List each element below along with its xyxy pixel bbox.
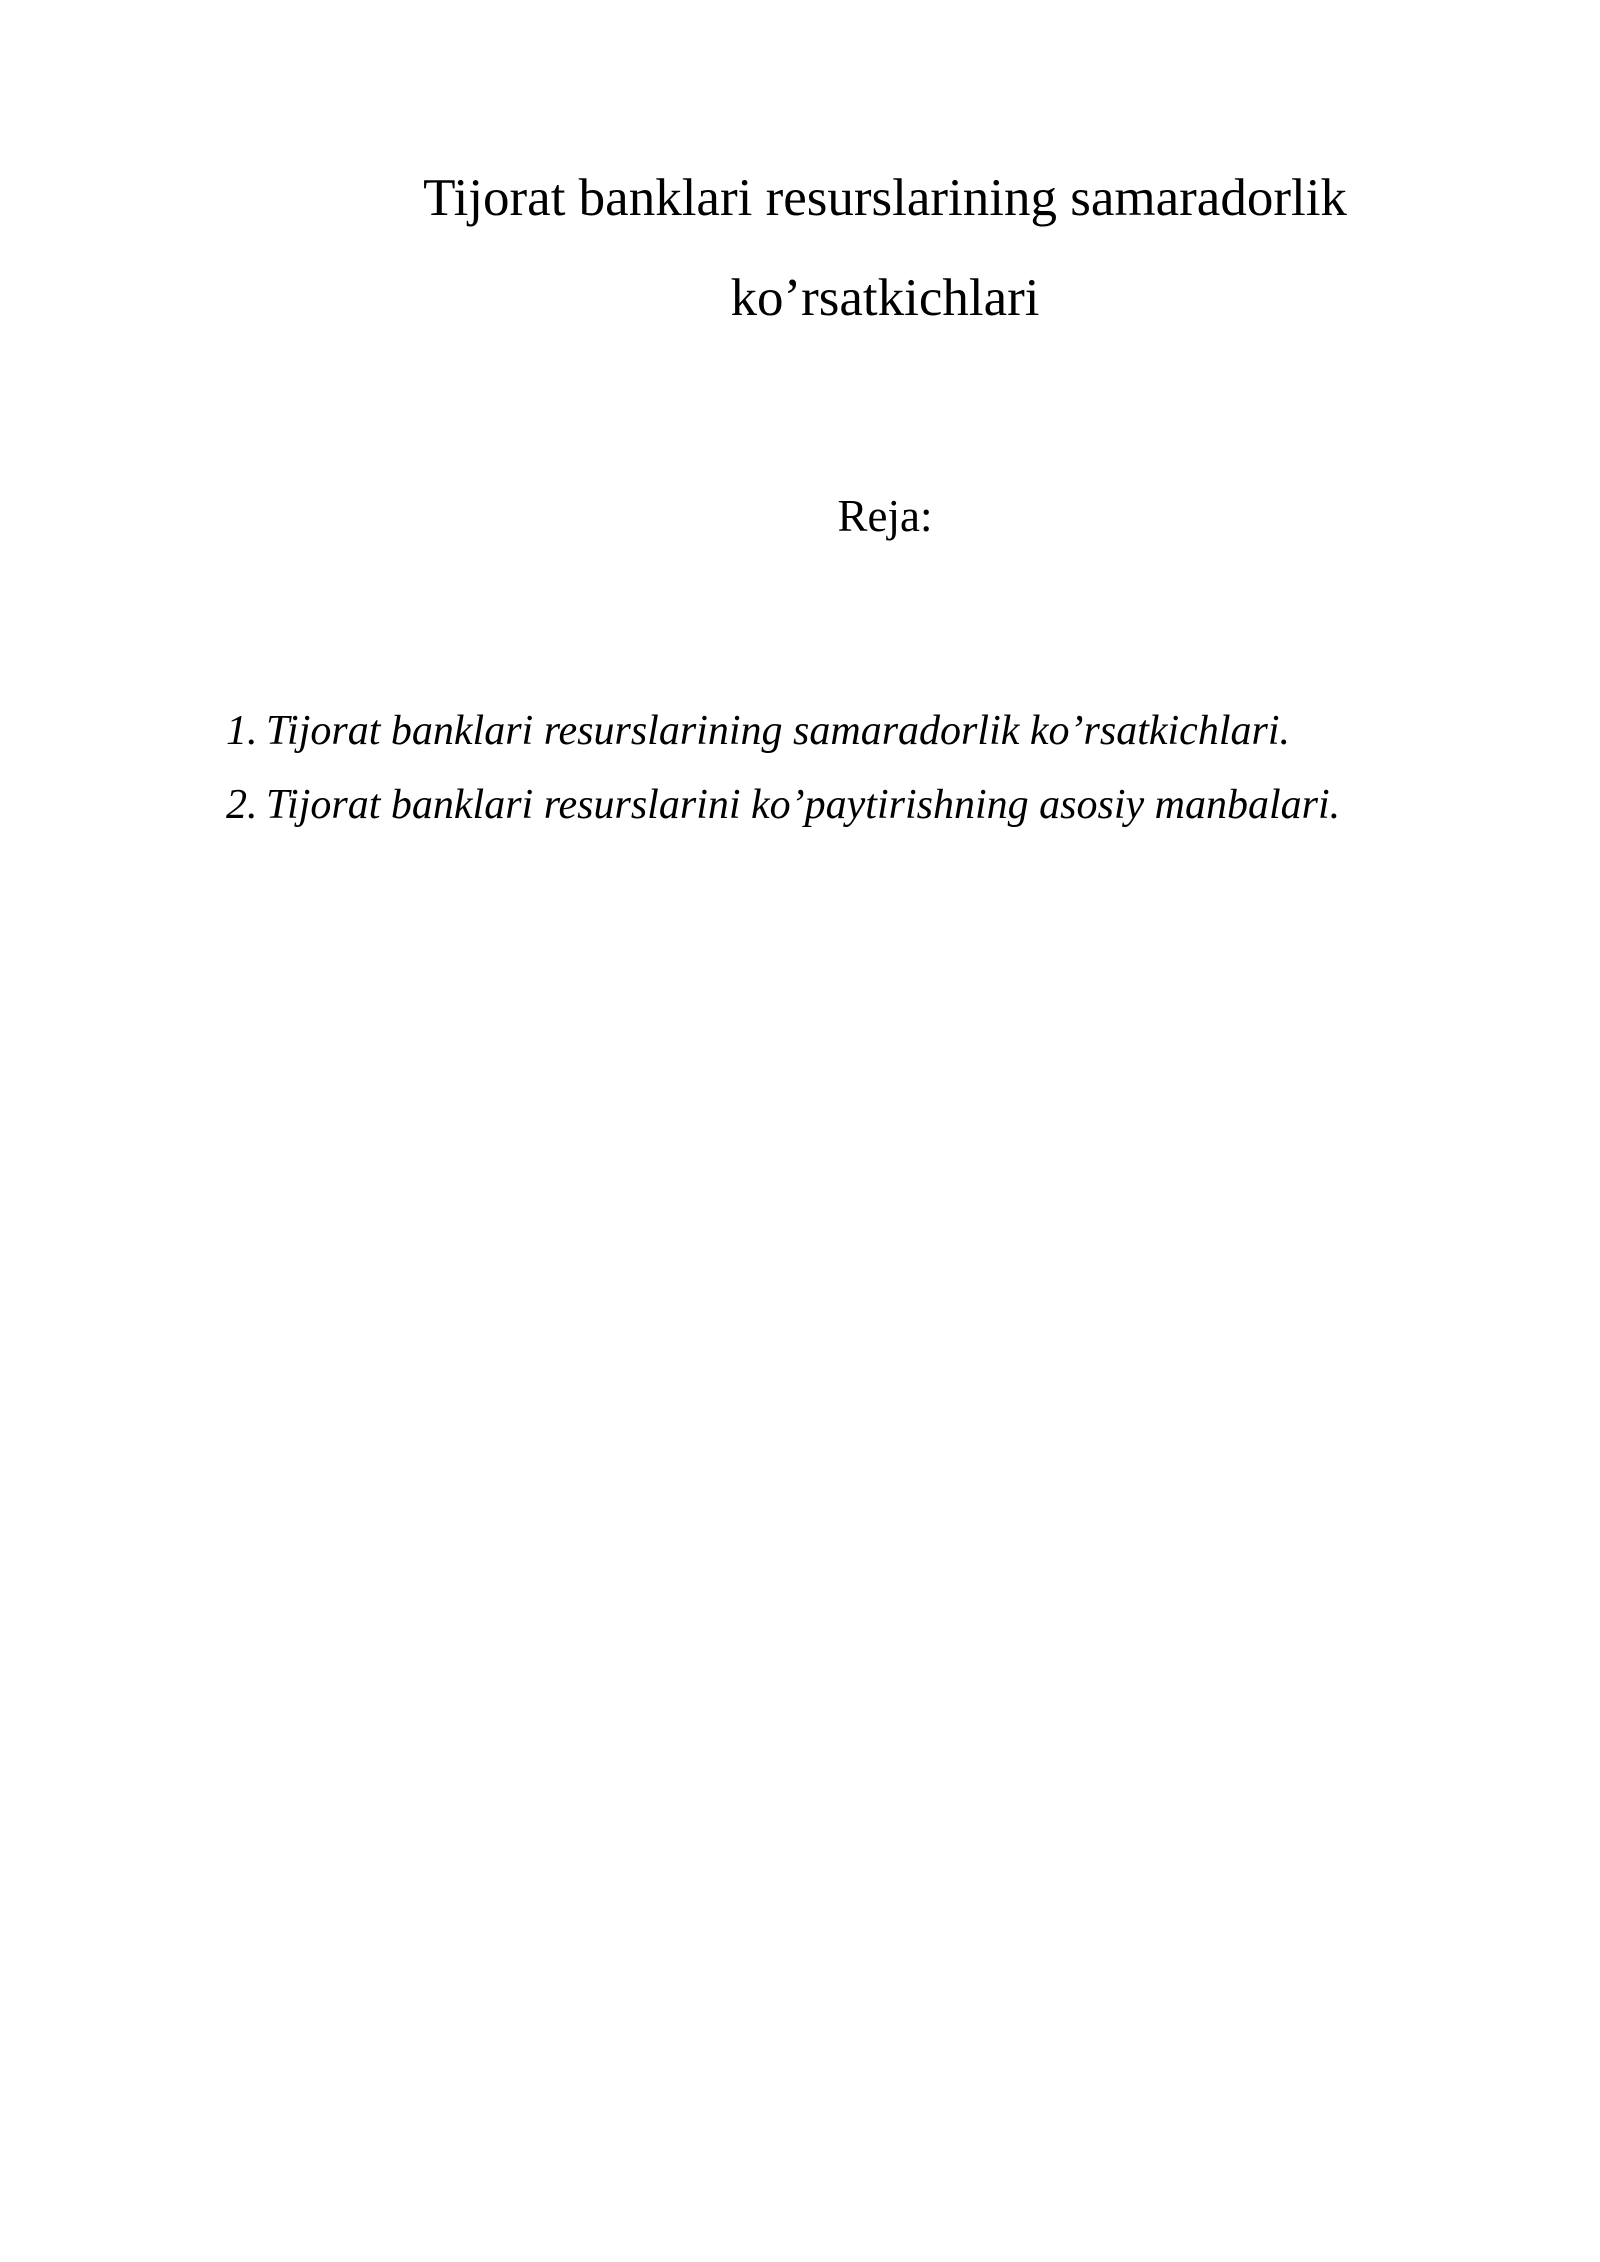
plan-item bbox=[226, 694, 1526, 768]
title-line-1: Tijorat banklari resurslarining samaradorlik bbox=[423, 169, 1347, 227]
plan-item-number: 2. bbox=[226, 782, 258, 828]
plan-item-text: Tijorat banklari resurslarining samaradorlik ko’rsatkichlari. bbox=[266, 708, 1290, 754]
plan-item-number: 1. bbox=[226, 708, 258, 754]
title-line-2: ko’rsatkichlari bbox=[730, 269, 1040, 327]
document-title bbox=[230, 148, 1540, 348]
plan-item-text: Tijorat banklari resurslarini ko’paytirishning asosiy manbalari. bbox=[266, 782, 1341, 828]
plan-list bbox=[226, 694, 1526, 842]
plan-item bbox=[226, 768, 1526, 842]
plan-heading: Reja: bbox=[837, 491, 933, 541]
